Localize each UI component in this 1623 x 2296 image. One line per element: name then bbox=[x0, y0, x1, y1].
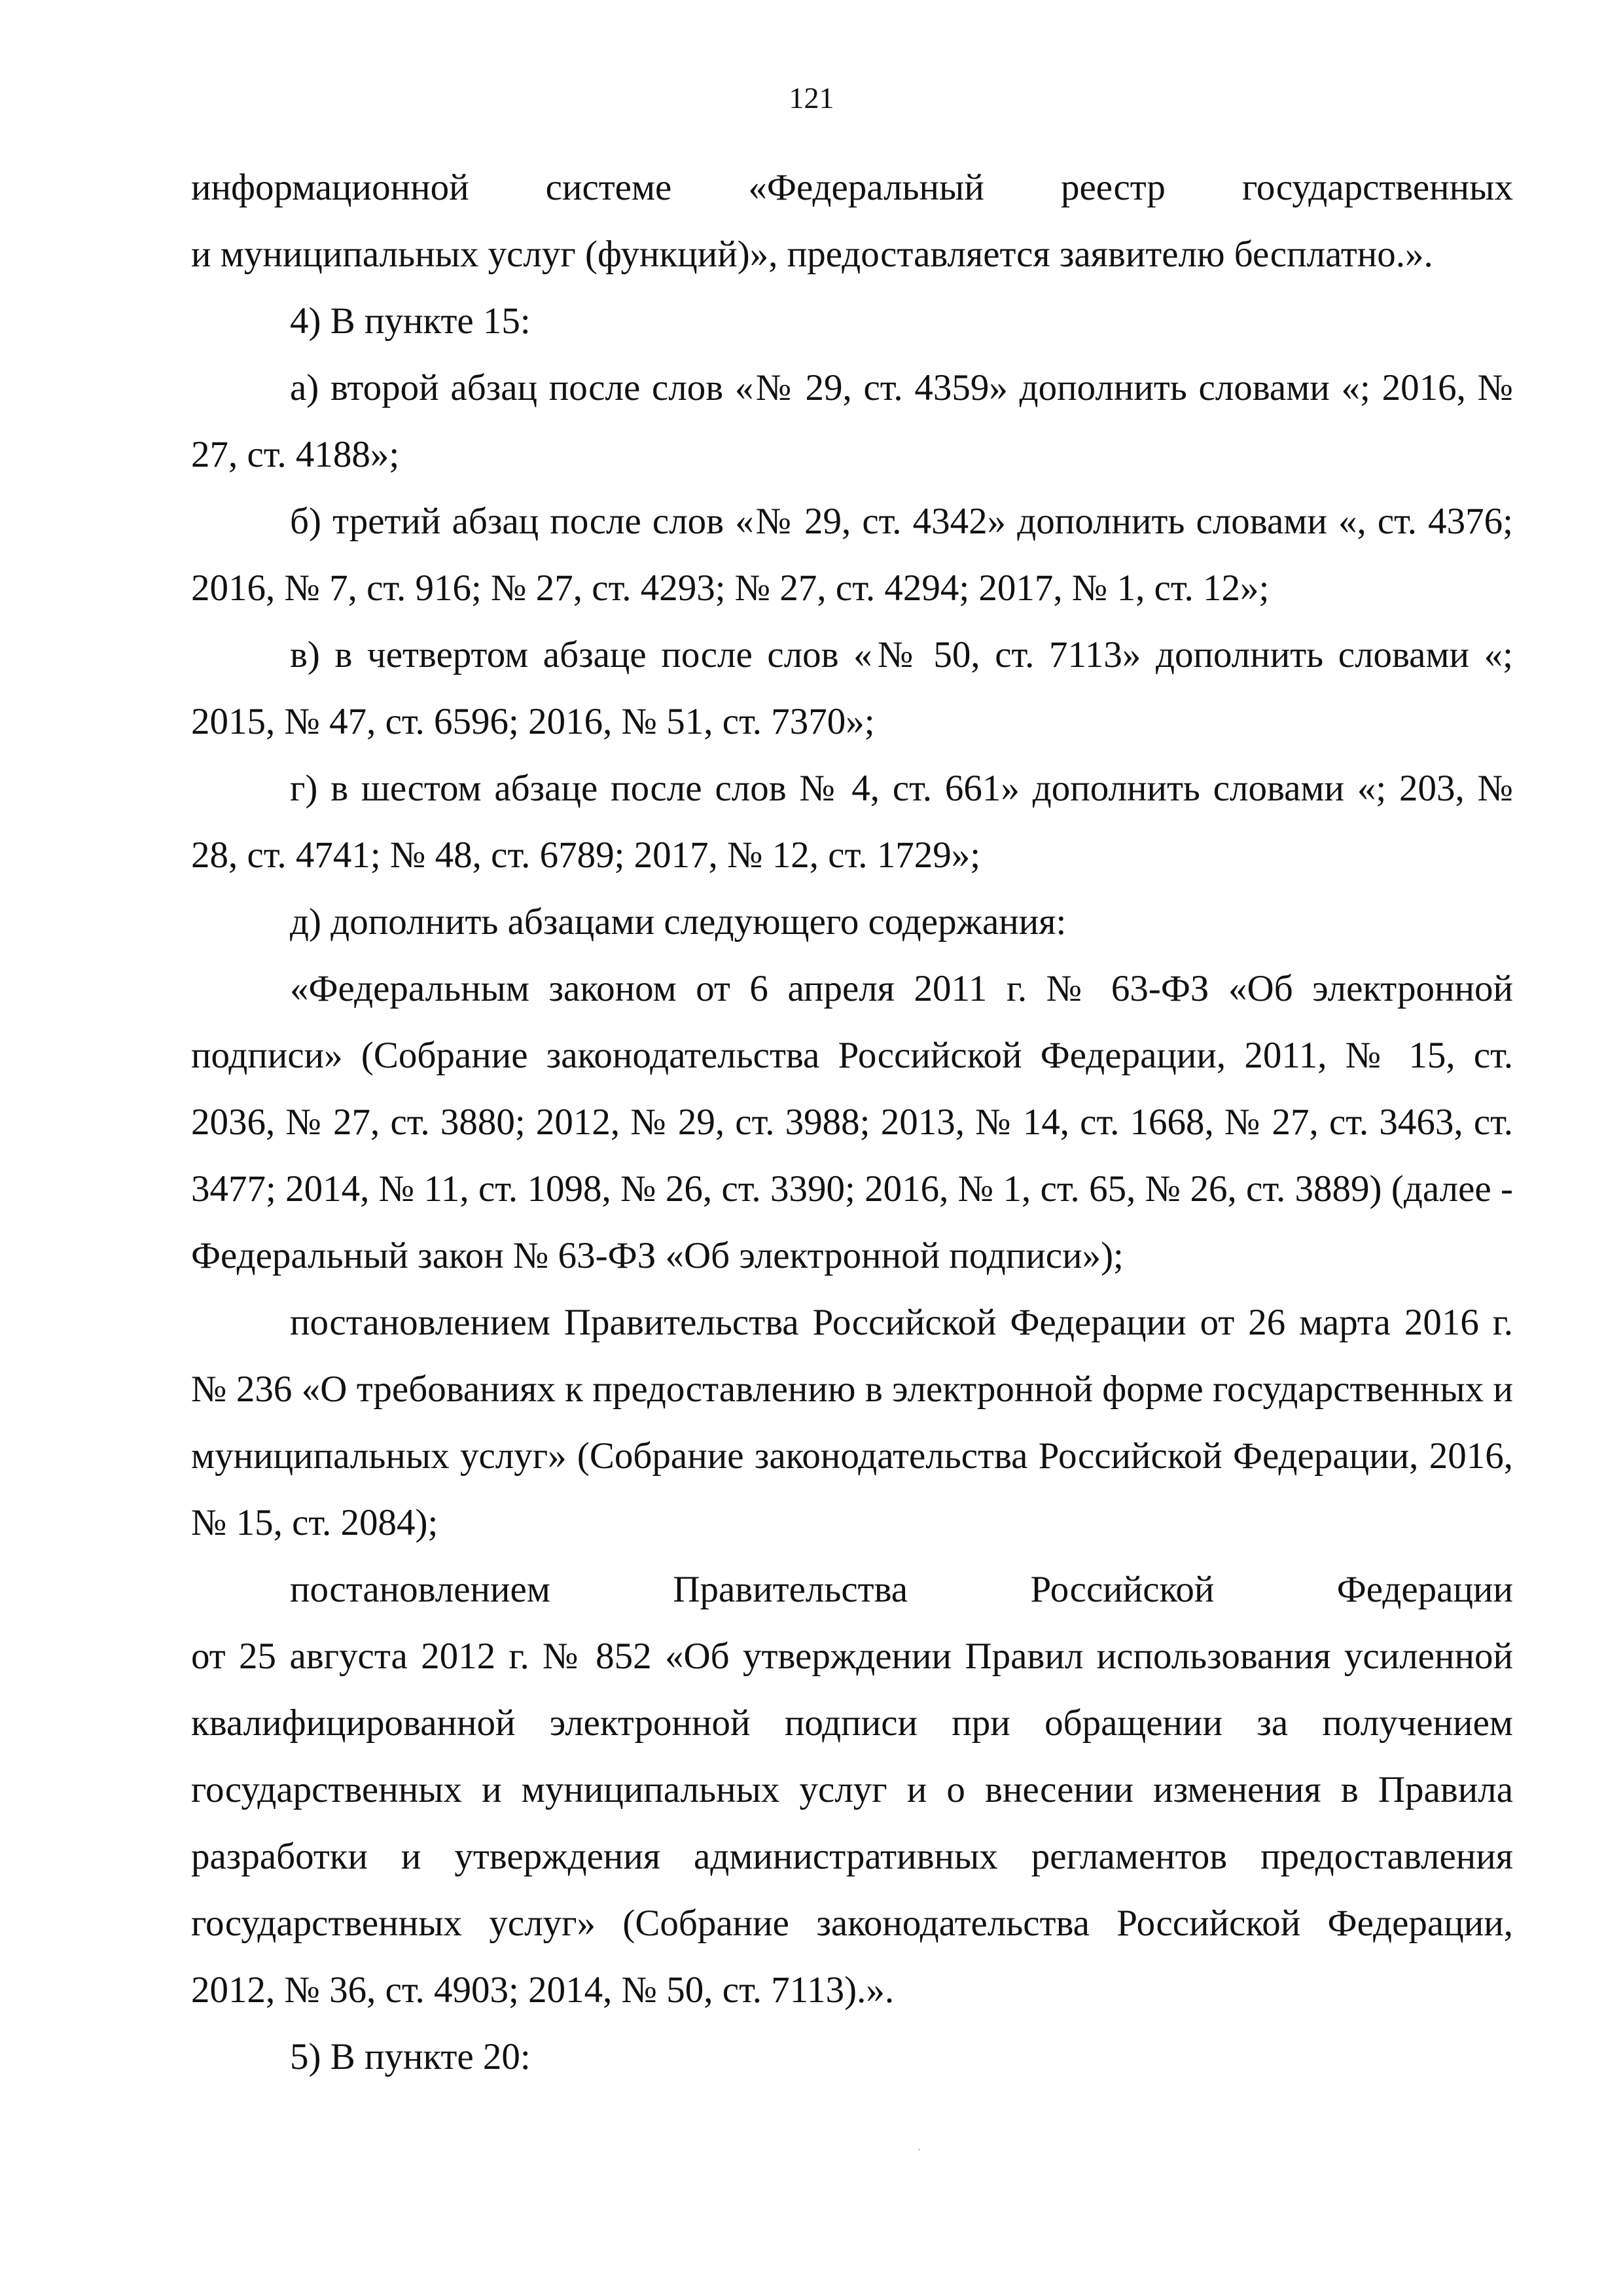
paragraph-line-spread bbox=[191, 154, 1513, 221]
subitem-b: б) третий абзац после слов «№ 29, ст. 4342» дополнить словами «, ст. 4376; 2016, № 7, ст. 916; № 27, ст. 4293; № 27, ст. 4294; 2017, № 1, ст. 12»; bbox=[191, 501, 1513, 609]
subitem-v: в) в четвертом абзаце после слов «№ 50, ст. 7113» дополнить словами «; 2015, № 47, ст. 6596; 2016, № 51, ст. 7370»; bbox=[191, 634, 1513, 742]
word: реестр bbox=[1060, 167, 1166, 208]
word: «Федеральный bbox=[748, 167, 984, 208]
word: Федерации bbox=[1336, 1569, 1513, 1610]
word: постановлением bbox=[290, 1569, 550, 1610]
item-heading-5: 5) В пункте 20: bbox=[290, 2036, 531, 2077]
word: государственных bbox=[1241, 167, 1513, 208]
document-body bbox=[191, 154, 1513, 2090]
word: Правительства bbox=[673, 1569, 908, 1610]
subitem-a: а) второй абзац после слов «№ 29, ст. 4359» дополнить словами «; 2016, № 27, ст. 4188»; bbox=[191, 367, 1513, 475]
page-number: 121 bbox=[789, 81, 834, 115]
subitem-d: д) дополнить абзацами следующего содержания: bbox=[290, 901, 1067, 942]
paragraph-resolution-236: постановлением Правительства Российской Федерации от 26 марта 2016 г. № 236 «О требованиях к предоставлению в электронной форме государственных и муниципальных услуг» (Собрание законодательства Российской Федерации, 2016, № 15, ст. 2084); bbox=[191, 1302, 1513, 1543]
subitem-g: г) в шестом абзаце после слов № 4, ст. 661» дополнить словами «; 203, № 28, ст. 4741; № 48, ст. 6789; 2017, № 12, ст. 1729»; bbox=[191, 768, 1513, 876]
scan-speck bbox=[918, 2149, 920, 2151]
paragraph-line: и муниципальных услуг (функций)», предоставляется заявителю бесплатно.». bbox=[191, 234, 1433, 275]
paragraph-line-spread bbox=[191, 1556, 1513, 1623]
word: Российской bbox=[1030, 1569, 1215, 1610]
paragraph-text: от 25 августа 2012 г. № 852 «Об утверждении Правил использования усиленной квалифицированной электронной подписи при обращении за получением государственных и муниципальных услуг и о внесении изменения в Правила разработки и утверждения административных регламентов предоставления государственных услуг» (Собрание законодательства Российской Федерации, 2012, № 36, ст. 4903; 2014, № 50, ст. 7113).». bbox=[191, 1636, 1513, 2011]
paragraph-continuation bbox=[191, 154, 1513, 288]
paragraph-federal-law: «Федеральным законом от 6 апреля 2011 г. № 63-ФЗ «Об электронной подписи» (Собрание законодательства Российской Федерации, 2011, № 15, ст. 2036, № 27, ст. 3880; 2012, № 29, ст. 3988; 2013, № 14, ст. 1668, № 27, ст. 3463, ст. 3477; 2014, № 11, ст. 1098, № 26, ст. 3390; 2016, № 1, ст. 65, № 26, ст. 3889) (далее - Федеральный закон № 63-ФЗ «Об электронной подписи»); bbox=[191, 968, 1513, 1276]
word: системе bbox=[545, 167, 672, 208]
paragraph-resolution-852 bbox=[191, 1556, 1513, 2024]
word: информационной bbox=[191, 167, 469, 208]
item-heading-4: 4) В пункте 15: bbox=[290, 300, 531, 342]
